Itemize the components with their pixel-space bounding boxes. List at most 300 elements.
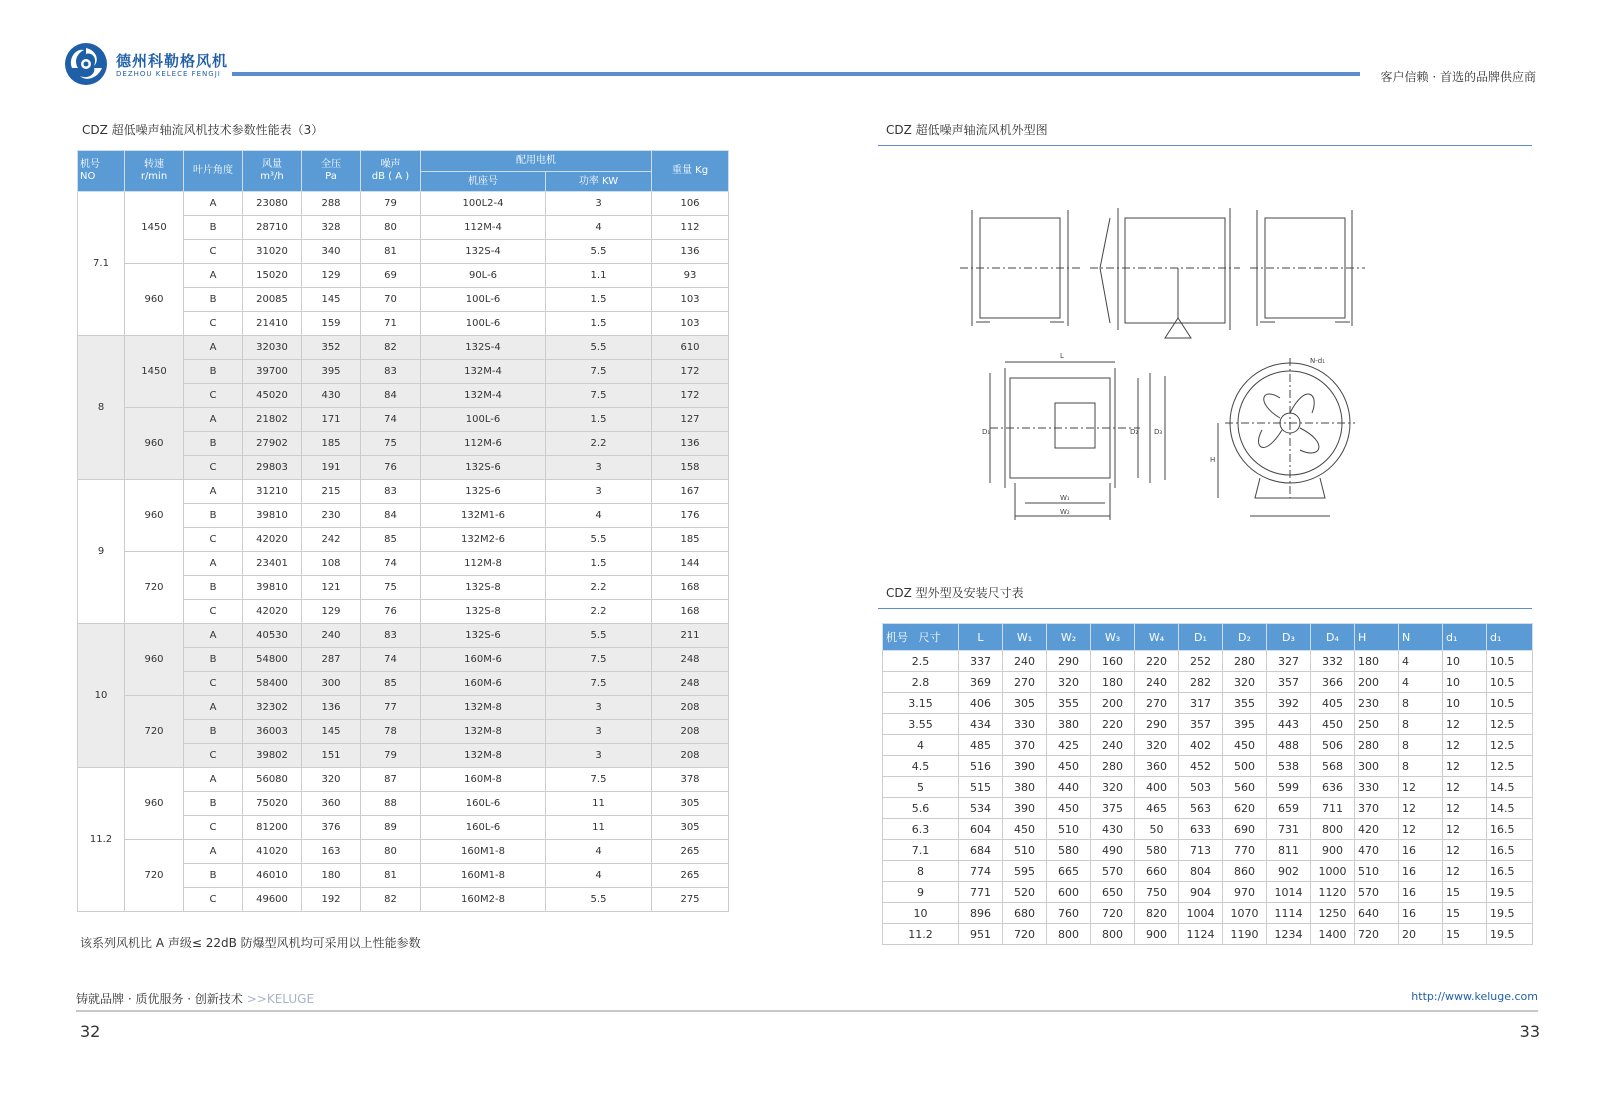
table-cell: 250 <box>1355 714 1399 735</box>
table-cell: 355 <box>1223 693 1267 714</box>
table-row <box>78 768 729 792</box>
table-cell: 75020 <box>243 792 302 816</box>
table-cell: 317 <box>1179 693 1223 714</box>
table-cell: 15 <box>1443 903 1487 924</box>
table-row <box>883 693 1533 714</box>
table-cell: 774 <box>959 861 1003 882</box>
table-cell: 320 <box>302 768 361 792</box>
header-motor: 配用电机 <box>421 151 652 172</box>
performance-table <box>77 150 729 912</box>
table-cell: 82 <box>361 888 421 912</box>
table-cell: 132M-4 <box>421 384 546 408</box>
table-cell: 534 <box>959 798 1003 819</box>
table-cell: 49600 <box>243 888 302 912</box>
table-cell: 366 <box>1311 672 1355 693</box>
table-cell: 390 <box>1003 756 1047 777</box>
table-cell: 200 <box>1355 672 1399 693</box>
table-cell: 50 <box>1135 819 1179 840</box>
table-row <box>883 651 1533 672</box>
table-cell: 659 <box>1267 798 1311 819</box>
table-cell: 145 <box>302 288 361 312</box>
fan-no-cell: 9 <box>883 882 959 903</box>
table-cell: 563 <box>1179 798 1223 819</box>
table-cell: 599 <box>1267 777 1311 798</box>
table-cell: 3 <box>546 696 652 720</box>
table-cell: 720 <box>1355 924 1399 945</box>
table-cell: 132M-8 <box>421 696 546 720</box>
table-cell: 380 <box>1047 714 1091 735</box>
table-cell: 3 <box>546 480 652 504</box>
table-cell: 465 <box>1135 798 1179 819</box>
table-cell: 192 <box>302 888 361 912</box>
table-cell: 20085 <box>243 288 302 312</box>
table-cell: 4 <box>546 864 652 888</box>
table-cell: 771 <box>959 882 1003 903</box>
header-blade-angle: 叶片角度 <box>184 151 243 192</box>
table-cell: 21410 <box>243 312 302 336</box>
table-cell: 7.5 <box>546 768 652 792</box>
table-cell: 80 <box>361 840 421 864</box>
table-cell: C <box>184 384 243 408</box>
fan-no-cell: 3.15 <box>883 693 959 714</box>
table-cell: 12 <box>1443 861 1487 882</box>
table-cell: 132M-8 <box>421 720 546 744</box>
table-cell: 168 <box>652 600 729 624</box>
table-cell: 79 <box>361 192 421 216</box>
table-cell: 10.5 <box>1487 693 1533 714</box>
table-cell: 282 <box>1179 672 1223 693</box>
section-view <box>990 362 1165 520</box>
table-cell: 731 <box>1267 819 1311 840</box>
table-cell: 340 <box>302 240 361 264</box>
header-divider <box>232 72 1360 76</box>
table-cell: 108 <box>302 552 361 576</box>
table-cell: 488 <box>1267 735 1311 756</box>
side-view-2 <box>1090 208 1240 338</box>
table-cell: 103 <box>652 288 729 312</box>
table-cell: 288 <box>302 192 361 216</box>
table-cell: 160M-8 <box>421 768 546 792</box>
table-cell: 77 <box>361 696 421 720</box>
table-cell: 159 <box>302 312 361 336</box>
table-cell: 760 <box>1047 903 1091 924</box>
label-N-d1: N-d₁ <box>1310 357 1326 365</box>
table-cell: 450 <box>1047 756 1091 777</box>
table-cell: 400 <box>1135 777 1179 798</box>
table-cell: 112M-6 <box>421 432 546 456</box>
fan-no-cell: 10 <box>883 903 959 924</box>
table-cell: 1124 <box>1179 924 1223 945</box>
table-cell: 240 <box>1003 651 1047 672</box>
table-cell: 12.5 <box>1487 714 1533 735</box>
table-cell: 215 <box>302 480 361 504</box>
table-cell: 88 <box>361 792 421 816</box>
table-cell: 10.5 <box>1487 651 1533 672</box>
table-cell: 132S-6 <box>421 624 546 648</box>
table-cell: 14.5 <box>1487 798 1533 819</box>
table-cell: 450 <box>1311 714 1355 735</box>
table-cell: 1004 <box>1179 903 1223 924</box>
table-cell: 900 <box>1135 924 1179 945</box>
table-cell: C <box>184 600 243 624</box>
table-cell: B <box>184 216 243 240</box>
table-cell: 485 <box>959 735 1003 756</box>
table-cell: 332 <box>1311 651 1355 672</box>
table-cell: 180 <box>1091 672 1135 693</box>
table-cell: 87 <box>361 768 421 792</box>
table-cell: 8 <box>1399 714 1443 735</box>
table-cell: 81 <box>361 240 421 264</box>
dimension-header-cell: d₁ <box>1487 624 1533 651</box>
table-cell: 82 <box>361 336 421 360</box>
table-cell: 1000 <box>1311 861 1355 882</box>
dimension-table-title: CDZ 型外型及安装尺寸表 <box>886 586 1024 600</box>
table-cell: 970 <box>1223 882 1267 903</box>
table-cell: 450 <box>1047 798 1091 819</box>
table-row <box>883 882 1533 903</box>
table-cell: B <box>184 864 243 888</box>
table-cell: 280 <box>1355 735 1399 756</box>
table-cell: C <box>184 888 243 912</box>
table-cell: 42020 <box>243 600 302 624</box>
table-cell: 7.5 <box>546 360 652 384</box>
rpm-cell: 1450 <box>125 336 184 408</box>
table-cell: 510 <box>1355 861 1399 882</box>
table-cell: 620 <box>1223 798 1267 819</box>
table-cell: 3 <box>546 744 652 768</box>
table-cell: 420 <box>1355 819 1399 840</box>
table-cell: 23080 <box>243 192 302 216</box>
table-cell: 240 <box>1091 735 1135 756</box>
fan-no-cell: 2.8 <box>883 672 959 693</box>
table-cell: 320 <box>1091 777 1135 798</box>
table-cell: 16.5 <box>1487 840 1533 861</box>
dimension-table-body <box>883 651 1533 945</box>
table-cell: 320 <box>1047 672 1091 693</box>
table-cell: 680 <box>1003 903 1047 924</box>
table-cell: 85 <box>361 672 421 696</box>
table-cell: 12 <box>1399 777 1443 798</box>
dimension-header-cell: W₃ <box>1091 624 1135 651</box>
table-cell: 16 <box>1399 903 1443 924</box>
rpm-cell: 720 <box>125 840 184 912</box>
table-cell: B <box>184 360 243 384</box>
table-cell: 402 <box>1179 735 1223 756</box>
table-cell: 640 <box>1355 903 1399 924</box>
table-cell: 636 <box>1311 777 1355 798</box>
table-cell: 305 <box>652 792 729 816</box>
table-cell: C <box>184 312 243 336</box>
table-cell: 750 <box>1135 882 1179 903</box>
table-cell: 3 <box>546 192 652 216</box>
table-cell: 160M1-8 <box>421 864 546 888</box>
header-rpm: 转速 r/min <box>125 151 184 192</box>
table-cell: 74 <box>361 408 421 432</box>
table-cell: B <box>184 432 243 456</box>
table-cell: 69 <box>361 264 421 288</box>
table-row <box>78 408 729 432</box>
table-cell: 376 <box>302 816 361 840</box>
table-cell: 1.5 <box>546 312 652 336</box>
header-motor-model: 机座号 <box>421 172 546 192</box>
table-cell: 604 <box>959 819 1003 840</box>
table-cell: 538 <box>1267 756 1311 777</box>
dimension-header-cell: D₄ <box>1311 624 1355 651</box>
label-D1: D₁ <box>982 428 991 436</box>
table-cell: 39810 <box>243 576 302 600</box>
table-cell: 240 <box>1135 672 1179 693</box>
table-cell: 800 <box>1047 924 1091 945</box>
table-cell: 800 <box>1091 924 1135 945</box>
table-cell: 633 <box>1179 819 1223 840</box>
table-cell: 7.5 <box>546 648 652 672</box>
label-W1: W₁ <box>1060 494 1070 502</box>
table-cell: 5.5 <box>546 336 652 360</box>
fan-no-cell: 8 <box>78 336 125 480</box>
table-cell: 665 <box>1047 861 1091 882</box>
table-cell: 290 <box>1047 651 1091 672</box>
table-cell: 320 <box>1135 735 1179 756</box>
table-cell: 132M1-6 <box>421 504 546 528</box>
table-cell: 85 <box>361 528 421 552</box>
table-cell: 902 <box>1267 861 1311 882</box>
dimension-header-cell: D₁ <box>1179 624 1223 651</box>
table-cell: 127 <box>652 408 729 432</box>
table-cell: 76 <box>361 600 421 624</box>
table-cell: 160M1-8 <box>421 840 546 864</box>
outline-drawing-title: CDZ 超低噪声轴流风机外型图 <box>886 123 1048 137</box>
fan-no-cell: 4 <box>883 735 959 756</box>
table-cell: C <box>184 672 243 696</box>
table-cell: 89 <box>361 816 421 840</box>
table-cell: 5.5 <box>546 888 652 912</box>
table-cell: 136 <box>652 432 729 456</box>
brand-name-cn: 德州科勒格风机 <box>116 52 229 70</box>
table-cell: 443 <box>1267 714 1311 735</box>
table-cell: 327 <box>1267 651 1311 672</box>
table-cell: 300 <box>302 672 361 696</box>
table-cell: 684 <box>959 840 1003 861</box>
header-motor-power: 功率 KW <box>546 172 652 192</box>
table-cell: 5.5 <box>546 528 652 552</box>
table-cell: 8 <box>1399 693 1443 714</box>
table-cell: 112M-8 <box>421 552 546 576</box>
fan-no-cell: 7.1 <box>883 840 959 861</box>
table-cell: 28710 <box>243 216 302 240</box>
table-cell: 503 <box>1179 777 1223 798</box>
table-cell: 14.5 <box>1487 777 1533 798</box>
rpm-cell: 720 <box>125 552 184 624</box>
table-cell: 5.5 <box>546 624 652 648</box>
table-cell: 132S-4 <box>421 240 546 264</box>
table-cell: 4 <box>546 840 652 864</box>
footer-divider <box>76 1010 1538 1012</box>
table-cell: 129 <box>302 600 361 624</box>
table-cell: 1014 <box>1267 882 1311 903</box>
table-cell: 600 <box>1047 882 1091 903</box>
performance-table-title: CDZ 超低噪声轴流风机技术参数性能表（3） <box>82 123 324 137</box>
table-cell: 1234 <box>1267 924 1311 945</box>
table-cell: 1.5 <box>546 408 652 432</box>
table-cell: 470 <box>1355 840 1399 861</box>
table-cell: 1120 <box>1311 882 1355 903</box>
performance-table-body <box>78 192 729 912</box>
table-cell: 21802 <box>243 408 302 432</box>
table-cell: C <box>184 240 243 264</box>
table-row <box>883 756 1533 777</box>
table-cell: 12 <box>1443 840 1487 861</box>
table-cell: 430 <box>302 384 361 408</box>
table-cell: 12 <box>1443 777 1487 798</box>
table-row <box>883 777 1533 798</box>
table-cell: 370 <box>1355 798 1399 819</box>
table-cell: 515 <box>959 777 1003 798</box>
dimension-title-divider <box>878 608 1532 609</box>
table-cell: 357 <box>1179 714 1223 735</box>
fan-no-cell: 4.5 <box>883 756 959 777</box>
table-cell: 330 <box>1003 714 1047 735</box>
label-L: L <box>1060 352 1064 360</box>
table-cell: 570 <box>1091 861 1135 882</box>
table-cell: 42020 <box>243 528 302 552</box>
table-cell: 240 <box>302 624 361 648</box>
table-cell: 275 <box>652 888 729 912</box>
table-row <box>883 861 1533 882</box>
table-cell: 11 <box>546 816 652 840</box>
table-row <box>78 192 729 216</box>
table-cell: 450 <box>1003 819 1047 840</box>
table-cell: 375 <box>1091 798 1135 819</box>
header-no: 机号 NO <box>78 151 125 192</box>
table-row <box>883 672 1533 693</box>
table-cell: 40530 <box>243 624 302 648</box>
table-cell: A <box>184 336 243 360</box>
table-cell: 160L-6 <box>421 816 546 840</box>
outline-title-divider <box>878 145 1532 146</box>
table-cell: 19.5 <box>1487 924 1533 945</box>
dimension-header-cell: D₂ <box>1223 624 1267 651</box>
table-cell: 770 <box>1223 840 1267 861</box>
table-cell: 56080 <box>243 768 302 792</box>
footer-tagline <box>76 990 314 1007</box>
table-cell: 290 <box>1135 714 1179 735</box>
table-cell: 1114 <box>1267 903 1311 924</box>
table-cell: 510 <box>1047 819 1091 840</box>
table-cell: 12 <box>1443 735 1487 756</box>
fan-no-cell: 2.5 <box>883 651 959 672</box>
table-cell: 132S-6 <box>421 456 546 480</box>
table-cell: 434 <box>959 714 1003 735</box>
table-cell: A <box>184 264 243 288</box>
table-row <box>78 624 729 648</box>
table-row <box>883 903 1533 924</box>
table-cell: 180 <box>302 864 361 888</box>
table-row <box>883 924 1533 945</box>
table-cell: 160 <box>1091 651 1135 672</box>
table-cell: 191 <box>302 456 361 480</box>
table-cell: C <box>184 456 243 480</box>
table-cell: 300 <box>1355 756 1399 777</box>
table-cell: 560 <box>1223 777 1267 798</box>
table-cell: 15 <box>1443 924 1487 945</box>
table-cell: 4 <box>546 504 652 528</box>
table-cell: A <box>184 768 243 792</box>
table-cell: 12 <box>1443 756 1487 777</box>
table-cell: 45020 <box>243 384 302 408</box>
table-cell: 76 <box>361 456 421 480</box>
table-cell: 595 <box>1003 861 1047 882</box>
fan-no-cell: 5 <box>883 777 959 798</box>
table-cell: 8 <box>1399 735 1443 756</box>
table-cell: 8 <box>1399 756 1443 777</box>
table-row <box>883 735 1533 756</box>
table-row <box>883 714 1533 735</box>
table-cell: 320 <box>1223 672 1267 693</box>
table-cell: 248 <box>652 648 729 672</box>
table-cell: 580 <box>1135 840 1179 861</box>
table-cell: 328 <box>302 216 361 240</box>
table-cell: 506 <box>1311 735 1355 756</box>
company-logo <box>64 42 108 86</box>
fan-no-cell: 10 <box>78 624 125 768</box>
table-cell: 265 <box>652 864 729 888</box>
fan-no-cell: 11.2 <box>78 768 125 912</box>
table-cell: B <box>184 288 243 312</box>
table-cell: 151 <box>302 744 361 768</box>
table-cell: 106 <box>652 192 729 216</box>
table-cell: 180 <box>1355 651 1399 672</box>
table-cell: 520 <box>1003 882 1047 903</box>
table-cell: 820 <box>1135 903 1179 924</box>
dimension-header-row <box>883 624 1533 651</box>
table-cell: 395 <box>1223 714 1267 735</box>
table-cell: 5.5 <box>546 240 652 264</box>
table-cell: 160M-6 <box>421 648 546 672</box>
table-cell: C <box>184 528 243 552</box>
table-row <box>78 552 729 576</box>
table-cell: 160M2-8 <box>421 888 546 912</box>
table-cell: A <box>184 696 243 720</box>
table-cell: 16.5 <box>1487 819 1533 840</box>
table-cell: 171 <box>302 408 361 432</box>
table-cell: 200 <box>1091 693 1135 714</box>
table-cell: 16 <box>1399 840 1443 861</box>
table-cell: 185 <box>302 432 361 456</box>
table-cell: 220 <box>1091 714 1135 735</box>
table-cell: 896 <box>959 903 1003 924</box>
table-cell: 452 <box>1179 756 1223 777</box>
footer-url-link[interactable]: http://www.keluge.com <box>1411 990 1538 1003</box>
table-cell: 10 <box>1443 651 1487 672</box>
page-number-right: 33 <box>1519 1022 1540 1041</box>
table-cell: 242 <box>302 528 361 552</box>
table-cell: 440 <box>1047 777 1091 798</box>
table-cell: 100L-6 <box>421 312 546 336</box>
dimension-header-cell: H <box>1355 624 1399 651</box>
table-cell: 83 <box>361 480 421 504</box>
fan-no-cell: 11.2 <box>883 924 959 945</box>
table-cell: 58400 <box>243 672 302 696</box>
table-cell: 167 <box>652 480 729 504</box>
table-cell: A <box>184 408 243 432</box>
table-cell: 355 <box>1047 693 1091 714</box>
side-view-1 <box>960 210 1080 326</box>
table-cell: 19.5 <box>1487 882 1533 903</box>
table-cell: 357 <box>1267 672 1311 693</box>
table-cell: 132M-8 <box>421 744 546 768</box>
performance-footnote: 该系列风机比 A 声级≤ 22dB 防爆型风机均可采用以上性能参数 <box>80 936 421 950</box>
table-cell: A <box>184 552 243 576</box>
